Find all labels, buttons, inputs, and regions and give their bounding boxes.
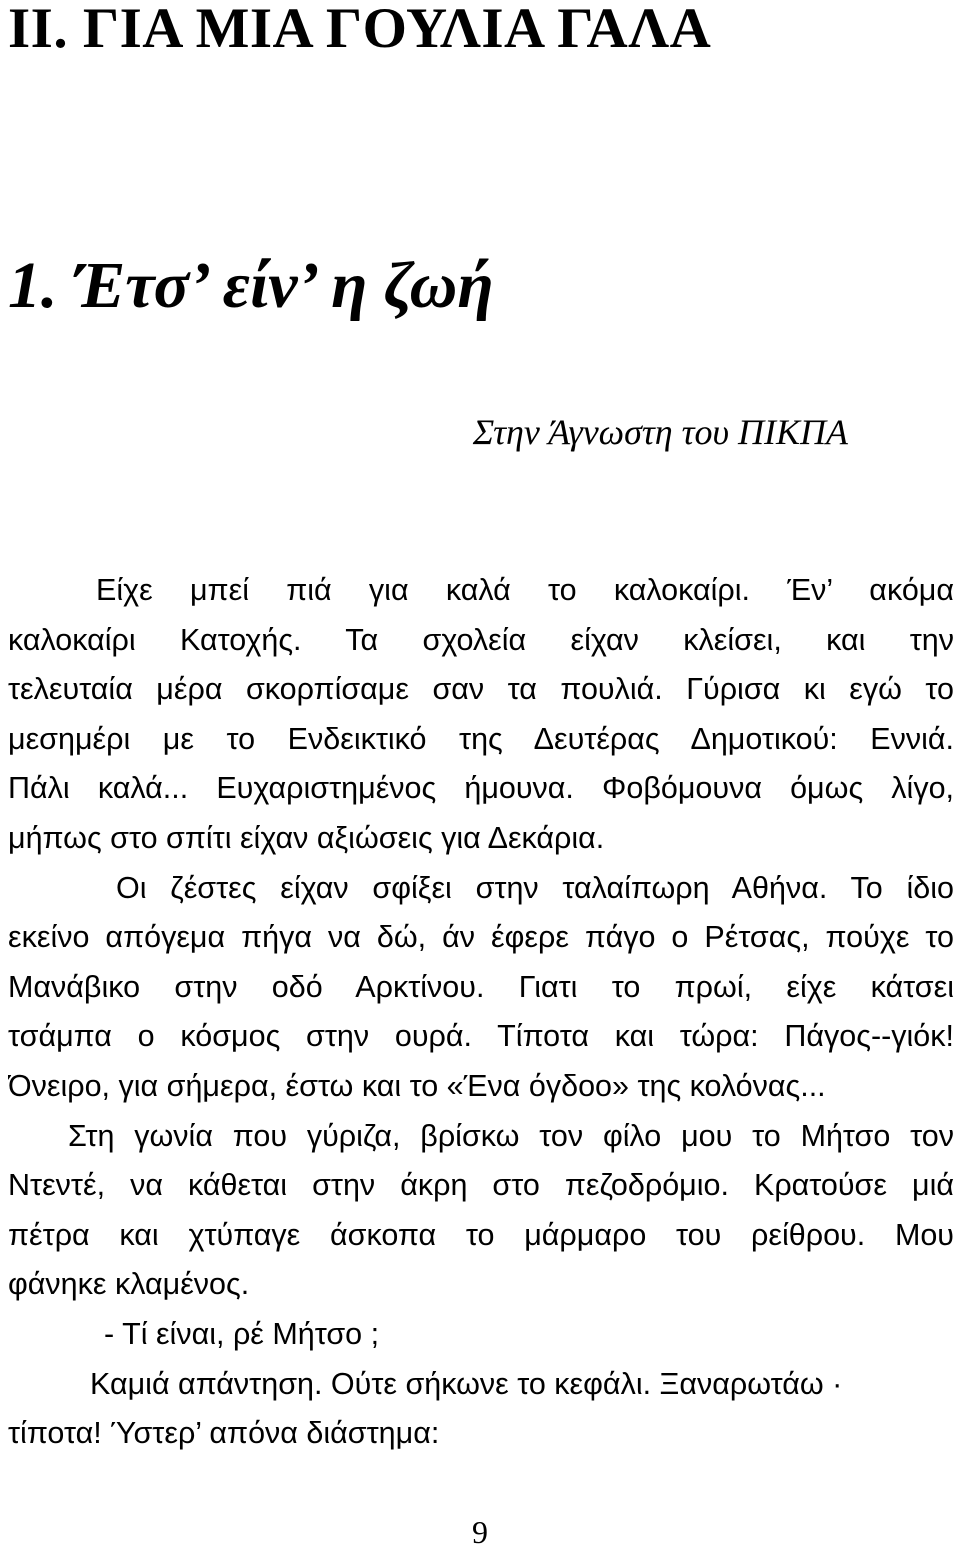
chapter-title: II. ΓΙΑ ΜΙΑ ΓΟΥΛΙΑ ΓΑΛΑ bbox=[8, 0, 712, 60]
text-line: μεσημέρι με το Ενδεικτικό της Δευτέρας Δημοτικού: Εννιά. bbox=[8, 721, 954, 756]
dedication: Στην Άγνωστη του ΠΙΚΠΑ bbox=[472, 412, 848, 452]
text-line: - Τί είναι, ρέ Μήτσο ; bbox=[104, 1316, 380, 1351]
page-number: 9 bbox=[472, 1514, 488, 1550]
text-line: Καμιά απάντηση. Ούτε σήκωνε το κεφάλι. Ξαναρωτάω · bbox=[90, 1366, 843, 1401]
body-text bbox=[8, 566, 954, 1459]
text-line: εκείνο απόγεμα πήγα να δώ, άν έφερε πάγο ο Ρέτσας, πούχε το bbox=[8, 920, 954, 955]
text-line: Πάλι καλά... Ευχαριστημένος ήμουνα. Φοβόμουνα όμως λίγο, bbox=[8, 771, 954, 806]
text-line: τελευταία μέρα σκορπίσαμε σαν τα πουλιά. Γύρισα κι εγώ το bbox=[8, 672, 954, 707]
text-line: Μανάβικο στην οδό Αρκτίνου. Γιατι το πρωί, είχε κάτσει bbox=[8, 969, 954, 1004]
text-line: μήπως στο σπίτι είχαν αξιώσεις για Δεκάρια. bbox=[8, 820, 605, 855]
text-line: Στη γωνία που γύριζα, βρίσκω τον φίλο μου το Μήτσο τον bbox=[68, 1118, 954, 1153]
text-line: καλοκαίρι Κατοχής. Τα σχολεία είχαν κλείσει, και την bbox=[8, 622, 954, 657]
text-line: πέτρα και χτύπαγε άσκοπα το μάρμαρο του ρείθρου. Μου bbox=[8, 1217, 954, 1252]
text-line: Οι ζέστες είχαν σφίξει στην ταλαίπωρη Αθήνα. Το ίδιο bbox=[116, 870, 954, 905]
text-line: φάνηκε κλαμένος. bbox=[8, 1267, 250, 1302]
text-line: τίποτα! Ύστερ’ απόνα διάστημα: bbox=[8, 1416, 440, 1451]
text-line: Είχε μπεί πιά για καλά το καλοκαίρι. Έν’ ακόμα bbox=[96, 573, 954, 607]
text-line: Ντεντέ, να κάθεται στην άκρη στο πεζοδρόμιο. Κρατούσε μιά bbox=[8, 1168, 954, 1203]
text-line: τσάμπα ο κόσμος στην ουρά. Τίποτα και τώρα: Πάγος--γιόκ! bbox=[8, 1019, 954, 1054]
text-line: Όνειρο, για σήμερα, έστω και το «Ένα όγδοο» της κολόνας... bbox=[8, 1068, 826, 1103]
section-title: 1. Έτσ’ είν’ η ζωή bbox=[8, 249, 494, 322]
